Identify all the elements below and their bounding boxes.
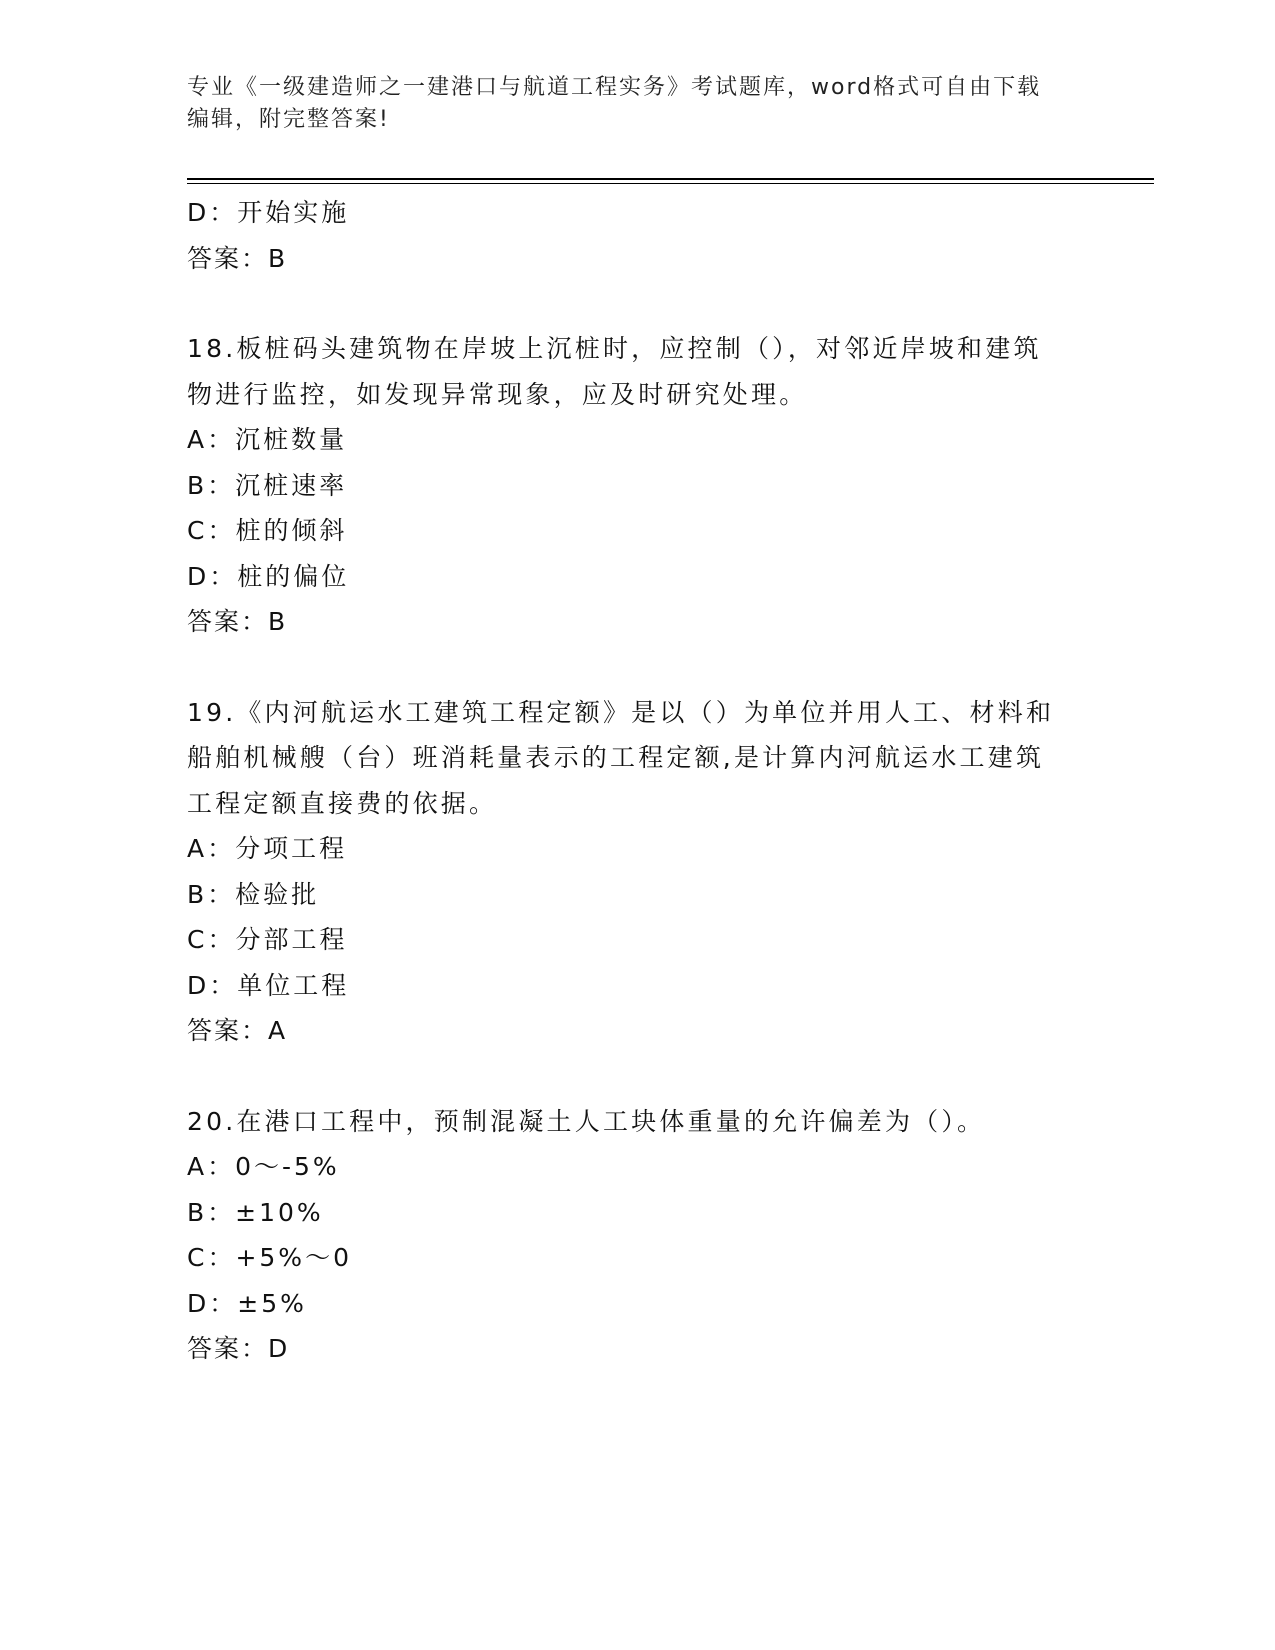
option-a: A：分项工程 bbox=[187, 834, 348, 863]
option-a: A：0～-5% bbox=[187, 1152, 340, 1181]
answer-line: 答案：D bbox=[187, 1334, 290, 1363]
document-header bbox=[187, 72, 1087, 136]
option-c: C：桩的倾斜 bbox=[187, 516, 348, 545]
spacer bbox=[187, 1054, 1087, 1099]
previous-answer: 答案：B bbox=[187, 243, 288, 273]
question-stem-line: 18.板桩码头建筑物在岸坡上沉桩时，应控制（），对邻近岸坡和建筑 bbox=[187, 334, 1042, 363]
spacer bbox=[187, 281, 1087, 326]
question-stem-line: 船舶机械艘（台）班消耗量表示的工程定额,是计算内河航运水工建筑 bbox=[187, 743, 1045, 772]
answer-line: 答案：A bbox=[187, 1016, 288, 1045]
question-block-18 bbox=[187, 326, 1087, 645]
question-stem-line: 20.在港口工程中，预制混凝土人工块体重量的允许偏差为（）。 bbox=[187, 1106, 986, 1136]
option-d: D：桩的偏位 bbox=[187, 561, 350, 591]
spacer bbox=[187, 645, 1087, 690]
option-b: B：检验批 bbox=[187, 879, 320, 909]
question-content bbox=[187, 190, 1087, 1372]
option-b: B：沉桩速率 bbox=[187, 470, 348, 500]
option-b: B：±10% bbox=[187, 1197, 324, 1227]
option-d: D：±5% bbox=[187, 1288, 307, 1318]
answer-line: 答案：B bbox=[187, 607, 288, 636]
option-c: C：+5%～0 bbox=[187, 1243, 352, 1272]
question-block-20 bbox=[187, 1099, 1087, 1372]
option-a: A：沉桩数量 bbox=[187, 425, 348, 454]
question-stem-line: 物进行监控，如发现异常现象，应及时研究处理。 bbox=[187, 379, 808, 409]
header-line-1: 专业《一级建造师之一建港口与航道工程实务》考试题库，word格式可自由下载 bbox=[187, 75, 1042, 100]
option-d: D：单位工程 bbox=[187, 970, 350, 1000]
question-block-19 bbox=[187, 690, 1087, 1054]
header-line-2: 编辑，附完整答案! bbox=[187, 107, 390, 132]
previous-option-d: D：开始实施 bbox=[187, 198, 350, 227]
question-stem-line: 19.《内河航运水工建筑工程定额》是以（）为单位并用人工、材料和 bbox=[187, 697, 1055, 727]
option-c: C：分部工程 bbox=[187, 925, 348, 954]
question-stem-line: 工程定额直接费的依据。 bbox=[187, 788, 498, 818]
header-divider-thin bbox=[187, 183, 1154, 184]
header-divider-thick bbox=[187, 178, 1154, 180]
